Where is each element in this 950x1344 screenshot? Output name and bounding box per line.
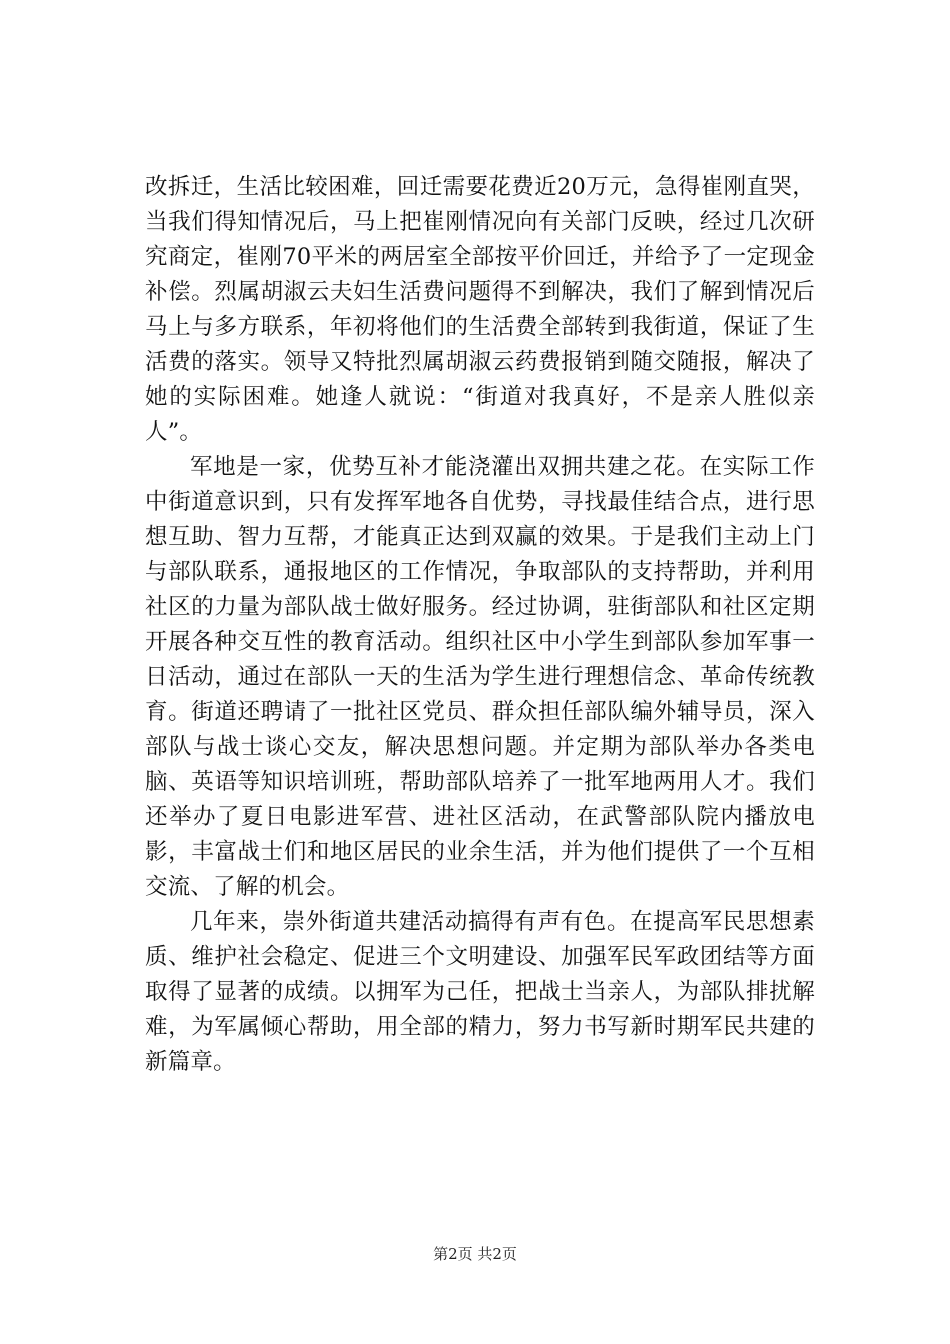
document-body [145, 170, 815, 1080]
paragraph-continuation: 改拆迁，生活比较困难，回迁需要花费近20万元，急得崔刚直哭，当我们得知情况后，马上把崔刚情况向有关部门反映，经过几次研究商定，崔刚70平米的两居室全部按平价回迁，并给予了一定现金补偿。烈属胡淑云夫妇生活费问题得不到解决，我们了解到情况后马上与多方联系，年初将他们的生活费全部转到我街道，保证了生活费的落实。领导又特批烈属胡淑云药费报销到随交随报，解决了她的实际困难。她逢人就说：“街道对我真好，不是亲人胜似亲人”。 [145, 174, 815, 445]
paragraph-military-civil: 军地是一家，优势互补才能浇灌出双拥共建之花。在实际工作中街道意识到，只有发挥军地各自优势，寻找最佳结合点，进行思想互助、智力互帮，才能真正达到双赢的效果。于是我们主动上门与部队联系，通报地区的工作情况，争取部队的支持帮助，并利用社区的力量为部队战士做好服务。经过协调，驻街部队和社区定期开展各种交互性的教育活动。组织社区中小学生到部队参加军事一日活动，通过在部队一天的生活为学生进行理想信念、革命传统教育。街道还聘请了一批社区党员、群众担任部队编外辅导员，深入部队与战士谈心交友，解决思想问题。并定期为部队举办各类电脑、英语等知识培训班，帮助部队培养了一批军地两用人才。我们还举办了夏日电影进军营、进社区活动，在武警部队院内播放电影，丰富战士们和地区居民的业余生活，并为他们提供了一个互相交流、了解的机会。 [145, 454, 815, 900]
paragraph-conclusion: 几年来，崇外街道共建活动搞得有声有色。在提高军民思想素质、维护社会稳定、促进三个文明建设、加强军民军政团结等方面取得了显著的成绩。以拥军为己任，把战士当亲人，为部队排扰解难，为军属倾心帮助，用全部的精力，努力书写新时期军民共建的新篇章。 [145, 909, 815, 1075]
page-number-footer: 第2页 共2页 [433, 1245, 517, 1263]
